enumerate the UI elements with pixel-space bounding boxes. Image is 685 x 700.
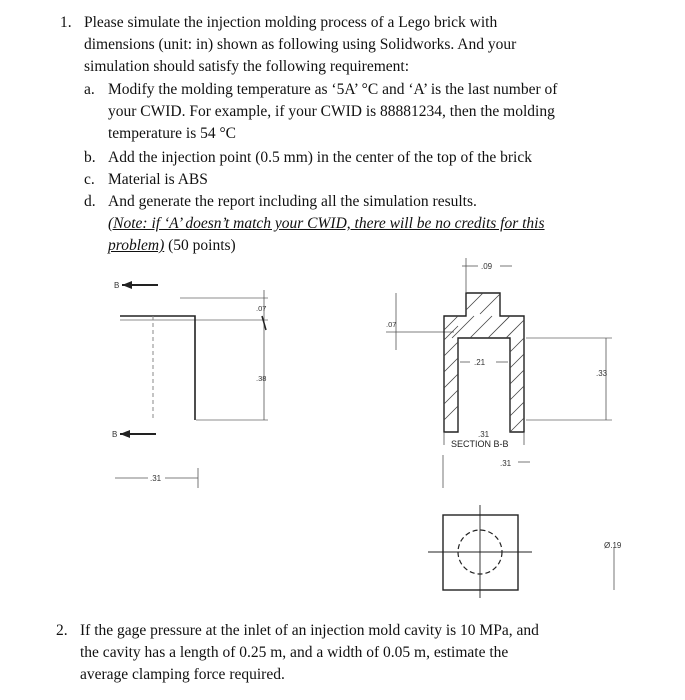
section-arrow-bottom-head: [120, 430, 130, 438]
question-2-number: 2.: [56, 622, 68, 639]
item-a-label: a.: [84, 81, 95, 98]
section-dim-height: .33: [596, 369, 608, 378]
section-dim-wall-thickness: .07: [386, 320, 397, 329]
front-dim-top-thickness: .07: [256, 304, 267, 313]
question-2-line-2: the cavity has a length of 0.25 m, and a width of 0.05 m, estimate the: [80, 644, 509, 661]
question-2-line-1: If the gage pressure at the inlet of an injection mold cavity is 10 MPa, and: [80, 622, 539, 639]
front-section-mark-top: B: [114, 281, 120, 290]
item-d-label: d.: [84, 193, 96, 210]
question-1-intro-line-2: dimensions (unit: in) shown as following using Solidworks. And your: [84, 36, 517, 53]
section-dim-inner-width: .21: [474, 358, 486, 367]
front-view: [115, 281, 268, 488]
top-dim-width: .31: [500, 459, 512, 468]
front-dim-height: .38: [256, 374, 267, 383]
item-a-line-2: your CWID. For example, if your CWID is 88881234, then the molding: [108, 103, 555, 120]
front-section-mark-bottom: B: [112, 430, 118, 439]
note-line-2-italic: problem): [108, 237, 165, 254]
section-dim-stud-width: .09: [481, 262, 493, 271]
top-view-square: [443, 515, 518, 590]
section-view: [386, 258, 612, 445]
item-c-text: Material is ABS: [108, 171, 208, 188]
section-arrow-top-head: [122, 281, 132, 289]
question-1-number: 1.: [60, 14, 72, 31]
front-dim-width: .31: [150, 474, 162, 483]
item-b-label: b.: [84, 149, 96, 166]
top-view: [428, 455, 614, 598]
item-c-label: c.: [84, 171, 95, 188]
item-a-line-1: Modify the molding temperature as ‘5A’ °C and ‘A’ is the last number of: [108, 81, 558, 98]
item-d-text: And generate the report including all the simulation results.: [108, 193, 477, 210]
section-label: SECTION B-B: [451, 439, 509, 449]
section-dim-outer-width: .31: [478, 430, 490, 439]
note-line-1: (Note: if ‘A’ doesn’t match your CWID, there will be no credits for this: [108, 215, 545, 232]
front-brick-outline: [120, 316, 195, 420]
item-b-text: Add the injection point (0.5 mm) in the center of the top of the brick: [108, 149, 532, 166]
item-a-line-3: temperature is 54 °C: [108, 125, 237, 142]
top-dim-stud-diameter: Ø.19: [604, 541, 622, 550]
question-2-line-3: average clamping force required.: [80, 666, 285, 683]
note-points: (50 points): [164, 237, 236, 254]
question-1-intro-line-1: Please simulate the injection molding process of a Lego brick with: [84, 14, 498, 31]
question-1-intro-line-3: simulation should satisfy the following requirement:: [84, 58, 410, 75]
